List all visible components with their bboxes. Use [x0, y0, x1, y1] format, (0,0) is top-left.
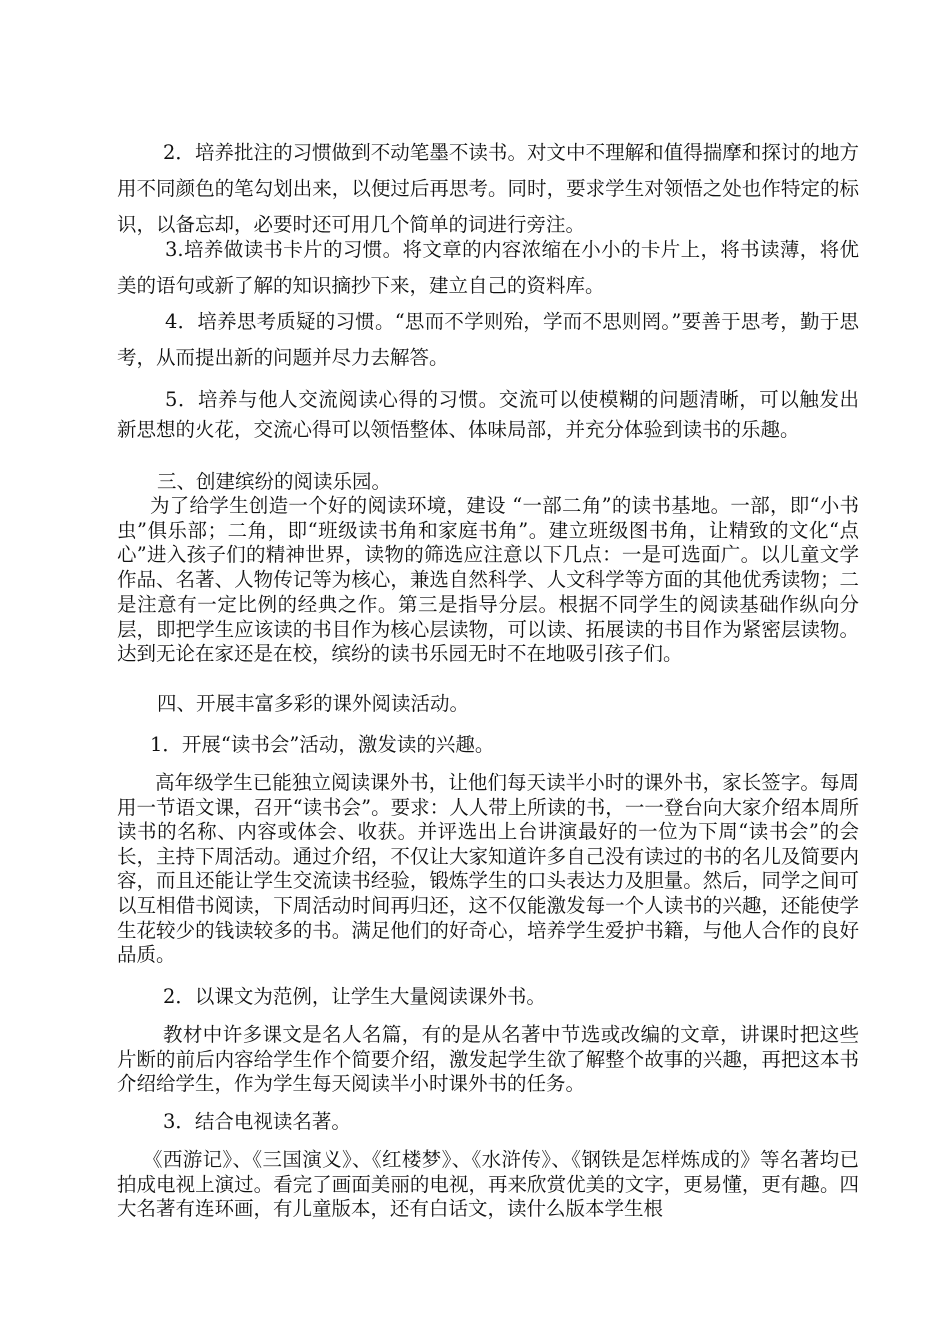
paragraph-reading-card-habit — [117, 232, 859, 304]
paragraph-text: 为了给学生创造一个好的阅读环境，建设 “一部二角”的读书基地。一部，即“小书虫”俱乐部；二角，即“班级读书角和家庭书角”。建立班级图书角，让精致的文化“点心”进入孩子们的精神世界，读物的筛选应注意以下几点：一是可选面广。以儿童文学作品、名著、人物传记等为核心，兼选自然科学、人文科学等方面的其他优秀读物；二是注意有一定比例的经典之作。第三是指导分层。根据不同学生的阅读基础作纵向分层，即把学生应该读的书目作为核心层读物，可以读、拓展读的书目作为紧密层读物。达到无论在家还是在校，缤纷的读书乐园无时不在地吸引孩子们。 — [117, 494, 859, 666]
section-heading-three — [117, 470, 859, 495]
paragraph-text: 教材中许多课文是名人名篇，有的是从名著中节选或改编的文章，讲课时把这些片断的前后内容给学生作个简要介绍，激发起学生欲了解整个故事的兴趣，再把这本书介绍给学生，作为学生每天阅读半小时课外书的任务。 — [117, 1023, 859, 1096]
paragraph-text: 2．培养批注的习惯做到不动笔墨不读书。对文中不理解和值得揣摩和探讨的地方用不同颜色的笔勾划出来，以便过后再思考。同时，要求学生对领悟之处也作特定的标识，以备忘却，必要时还可用几个简单的词进行旁注。 — [117, 141, 859, 236]
item-text: 3．结合电视读名著。 — [163, 1110, 351, 1133]
item-textbook-example — [117, 985, 859, 1010]
item-text: 1．开展“读书会”活动，激发读的兴趣。 — [150, 733, 495, 756]
section-heading-four — [117, 692, 859, 717]
item-reading-club — [117, 733, 859, 758]
section-heading-text: 三、创建缤纷的阅读乐园。 — [157, 470, 392, 493]
paragraph-text: 5．培养与他人交流阅读心得的习惯。交流可以使模糊的问题清晰，可以触发出新思想的火花，交流心得可以领悟整体、体味局部，并充分体验到读书的乐趣。 — [117, 388, 859, 441]
paragraph-reading-garden — [117, 494, 859, 667]
paragraph-sharing-habit — [117, 385, 859, 445]
paragraph-text: 《西游记》、《三国演义》、《红楼梦》、《水浒传》、《钢铁是怎样炼成的》等名著均已拍成电视上演过。看完了画面美丽的电视，再来欣赏优美的文字，更易懂，更有趣。四大名著有连环画，有儿童版本，还有白话文，读什么版本学生根 — [117, 1148, 859, 1221]
item-text: 2．以课文为范例，让学生大量阅读课外书。 — [163, 985, 546, 1008]
paragraph-textbook — [117, 1023, 859, 1097]
paragraph-reading-club — [117, 771, 859, 968]
item-tv-classics — [117, 1110, 859, 1135]
section-heading-text: 四、开展丰富多彩的课外阅读活动。 — [157, 692, 470, 715]
paragraph-tv-classics — [117, 1148, 859, 1222]
paragraph-text: 高年级学生已能独立阅读课外书，让他们每天读半小时的课外书，家长签字。每周用一节语文课，召开“读书会”。要求：人人带上所读的书，一一登台向大家介绍本周所读书的名称、内容或体会、收获。并评选出上台讲演最好的一位为下周“读书会”的会长，主持下周活动。通过介绍，不仅让大家知道许多自己没有读过的书的名儿及简要内容，而且还能让学生交流读书经验，锻炼学生的口头表达力及胆量。然后，同学之间可以互相借书阅读，下周活动时间再归还，这不仅能激发每一个人读书的兴趣，还能使学生花较少的钱读较多的书。满足他们的好奇心，培养学生爱护书籍，与他人合作的良好品质。 — [117, 771, 859, 967]
paragraph-annotation-habit — [117, 135, 859, 243]
paragraph-questioning-habit — [117, 304, 859, 376]
paragraph-text: 4．培养思考质疑的习惯。“思而不学则殆，学而不思则罔。”要善于思考，勤于思考，从而提出新的问题并尽力去解答。 — [117, 310, 859, 369]
paragraph-text: 3.培养做读书卡片的习惯。将文章的内容浓缩在小小的卡片上，将书读薄，将优美的语句或新了解的知识摘抄下来，建立自己的资料库。 — [117, 238, 859, 297]
